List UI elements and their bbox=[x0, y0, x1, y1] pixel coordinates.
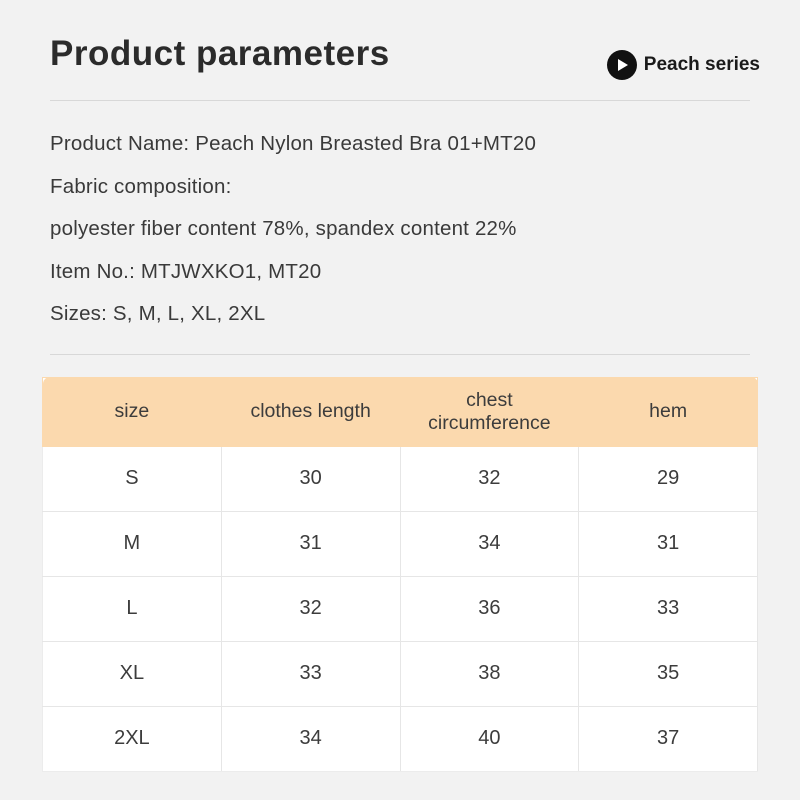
info-line-fabric-composition-label: Fabric composition: bbox=[50, 174, 232, 198]
table-header-row bbox=[43, 377, 758, 446]
cell-chest-circumference: 36 bbox=[400, 576, 579, 641]
size-table-body bbox=[43, 446, 758, 771]
cell-size: M bbox=[43, 511, 222, 576]
cell-chest-circumference: 40 bbox=[400, 706, 579, 771]
info-line-fabric-composition-value: polyester fiber content 78%, spandex content 22% bbox=[50, 217, 517, 240]
table-row bbox=[43, 641, 758, 706]
cell-size: L bbox=[43, 576, 222, 641]
size-table bbox=[42, 377, 758, 772]
cell-chest-circumference: 38 bbox=[400, 641, 579, 706]
cell-size: 2XL bbox=[43, 706, 222, 771]
cell-chest-circumference: 34 bbox=[400, 511, 579, 576]
info-line-product-name: Product Name: Peach Nylon Breasted Bra 01+MT20 bbox=[50, 132, 537, 155]
cell-hem: 31 bbox=[579, 511, 758, 576]
info-divider bbox=[50, 354, 750, 355]
column-header-size: size bbox=[43, 377, 222, 446]
table-row bbox=[43, 446, 758, 511]
size-table-head bbox=[43, 377, 758, 446]
info-line-item-no: Item No.: MTJWXKO1, MT20 bbox=[50, 259, 322, 283]
table-row bbox=[43, 511, 758, 576]
cell-clothes-length: 34 bbox=[221, 706, 400, 771]
cell-hem: 29 bbox=[579, 446, 758, 511]
page-header bbox=[40, 0, 760, 100]
series-badge bbox=[607, 50, 760, 80]
cell-hem: 33 bbox=[579, 576, 758, 641]
series-label: Peach series bbox=[643, 54, 760, 75]
table-row bbox=[43, 576, 758, 641]
column-header-hem: hem bbox=[579, 377, 758, 446]
cell-clothes-length: 31 bbox=[221, 511, 400, 576]
cell-clothes-length: 33 bbox=[221, 641, 400, 706]
column-header-clothes-length: clothes length bbox=[221, 377, 400, 446]
info-line-sizes: Sizes: S, M, L, XL, 2XL bbox=[50, 302, 266, 325]
table-row bbox=[43, 706, 758, 771]
cell-size: S bbox=[43, 446, 222, 511]
column-header-chest-circumference: chest circumference bbox=[400, 377, 579, 446]
page-title: Product parameters bbox=[50, 34, 390, 73]
size-table-wrap bbox=[40, 377, 760, 772]
cell-clothes-length: 32 bbox=[221, 576, 400, 641]
cell-hem: 37 bbox=[579, 706, 758, 771]
play-icon bbox=[607, 50, 637, 80]
cell-size: XL bbox=[43, 641, 222, 706]
cell-hem: 35 bbox=[579, 641, 758, 706]
product-info-block bbox=[40, 101, 760, 354]
cell-clothes-length: 30 bbox=[221, 446, 400, 511]
cell-chest-circumference: 32 bbox=[400, 446, 579, 511]
